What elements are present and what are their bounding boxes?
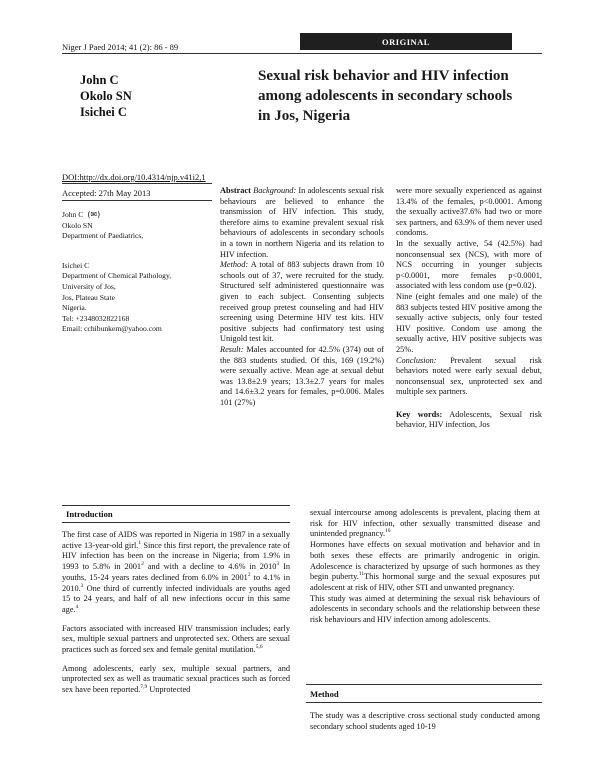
citation: 2 — [247, 572, 251, 579]
abstract-column-1 — [220, 186, 384, 408]
keywords-label: Key words: — [396, 409, 443, 419]
affiliation-phone: Tel: +2348032822168 — [62, 313, 130, 323]
citation: 1 — [138, 539, 142, 546]
abstract-paragraph: In the sexually active, 54 (42.5%) had nonconsensual sex (NCS), with more of NCS occurring in younger subjects p<0.0001, more females p<0.0001, associated with less condom use (p=0.02). — [396, 238, 542, 291]
affiliation-2 — [62, 261, 212, 335]
body-paragraph-3: This study was aimed at determining the sexual risk behaviours of adolescents in secondary schools and the relationship between these risk behaviours and HIV infection among adolescents. — [310, 593, 540, 625]
abstract-paragraph: Nine (eight females and one male) of the 883 subjects tested HIV positive among the sexually active subjects, only four tested HIV positive. Condom use among the sexually active, HIV positive subjects was 25%. — [396, 291, 542, 354]
intro-text: Among adolescents, early sex, multiple sexual partners, and unprotected sex as well as traumatic sexual practices such as forced sex have been reported. — [62, 663, 290, 695]
method-rule-top — [306, 684, 542, 685]
citation: 7,9 — [140, 684, 148, 691]
author-list — [80, 72, 132, 120]
intro-rule-bottom — [62, 522, 290, 523]
citation: 2 — [141, 561, 144, 568]
intro-text: and with a decline to 4.6% in 2010 — [143, 562, 277, 572]
body-column-right — [310, 508, 540, 634]
introduction-column — [62, 530, 290, 704]
affiliation-line: Okolo SN — [62, 220, 93, 230]
envelope-icon[interactable]: (✉) — [87, 210, 101, 219]
citation: 3 — [276, 561, 280, 568]
body-paragraph-2 — [310, 540, 540, 594]
intro-paragraph-1 — [62, 530, 290, 616]
result-text: Males accounted for 42.5% (374) out of the 883 students studied. Of this, 169 (19.2%) were sexually active. Mean age at sexual debut was 13.8±2.9 years; 13.3±2.7 years for males and 14.6±3.2 years for females, p=0.006. Males 101 (27%) — [220, 344, 384, 407]
affiliation-line: John C — [62, 210, 84, 219]
accepted-date: Accepted: 27th May 2013 — [62, 188, 151, 198]
body-text: Hormones have effects on sexual motivation and behavior and in both sexes these effects are primarily androgenic in origin. Adolescence is characterized by upsurge of such hormones as they begin puberty. — [310, 540, 540, 582]
method-paragraph: The study was a descriptive cross sectional study conducted among secondary school students aged 10-19 — [310, 711, 540, 731]
method-label: Method: — [220, 260, 249, 270]
body-paragraph-1 — [310, 508, 540, 540]
affiliation-line: Jos, Plateau State — [62, 292, 115, 302]
body-text: sexual intercourse among adolescents is prevalent, placing them at risk for HIV infection, other sexually transmitted disease and unintended pregnancy. — [310, 508, 540, 539]
keywords-text: Adolescents, Sexual risk behavior, HIV infection, Jos — [396, 409, 542, 430]
article-type-badge: ORIGINAL — [300, 33, 512, 50]
intro-text: Factors associated with increased HIV transmission includes; early sex, multiple sexual partners and unprotected sex. Others are sexual practices such as forced sex and female genital mutilation. — [62, 623, 290, 655]
doi-rule — [62, 183, 212, 184]
author-name: John C — [80, 73, 119, 87]
background-label: Background: — [253, 186, 297, 195]
journal-reference: Niger J Paed 2014; 41 (2): 86 - 89 — [62, 42, 179, 52]
author-name: Okolo SN — [80, 89, 132, 103]
affiliation-line: Nigeria. — [62, 303, 87, 313]
intro-text: Unprotected — [147, 685, 191, 695]
affiliation-line: Department of Chemical Pathology, — [62, 271, 172, 281]
intro-text: The first case of AIDS was reported in Nigeria in 1987 in a sexually active 13-year-old girl. — [62, 530, 290, 550]
citation: 11 — [358, 571, 365, 578]
abstract-paragraph: were more sexually experienced as against 13.4% of the females, p<0.0001. Among the sexually active37.6% had two or more sex partners, and 63.9% of them never used condoms. — [396, 186, 542, 238]
intro-text: to 4.1% in 2010. — [62, 572, 290, 593]
keywords — [396, 410, 542, 431]
body-text: This hormonal surge and the sexual exposures put adolescent at risk of HIV, other STI and unwanted pregnancy. — [310, 572, 541, 592]
citation: 3 — [80, 582, 84, 589]
accepted-rule — [62, 200, 212, 201]
author-name: Isichei C — [80, 105, 127, 119]
method-text: A total of 883 subjects drawn from 10 schools out of 37, were recruited for the study. Structured self administered questionnaire was given to each subject. Consenting subjects received group pretest counseling and had HIV screening using Determine HIV test kits. HIV positive subjects had confirmatory test using Unigold test kit. — [220, 260, 385, 344]
intro-paragraph-2 — [62, 624, 290, 656]
citation: 5,6 — [255, 644, 263, 651]
conclusion-label: Conclusion: — [396, 355, 437, 365]
doi-link[interactable]: DOI:http://dx.doi.org/10.4314/njp.v41i2,1 — [62, 172, 206, 182]
affiliation-email[interactable]: Email: cchibunkem@yahoo.com — [62, 324, 162, 334]
intro-paragraph-3 — [62, 664, 290, 696]
affiliation-1 — [62, 210, 212, 242]
affiliation-line: Isichei C — [62, 260, 90, 270]
intro-text: One third of currently infected individuals are youths aged 15 to 24 years, and half of all new infections occur in this same age. — [62, 583, 290, 614]
header-rule — [62, 53, 542, 54]
affiliation-line: Department of Paediatrics, — [62, 231, 144, 241]
citation: 4 — [75, 604, 79, 611]
abstract-label: Abstract — [220, 186, 251, 195]
conclusion-text: Prevalent sexual risk behaviors noted were early sexual debut, nonconsensual sex, unprotected sex and multiple sex partners. — [396, 355, 543, 397]
affiliations — [62, 210, 212, 342]
article-title: Sexual risk behavior and HIV infection among adolescents in secondary schools in Jos, Nigeria — [258, 68, 513, 124]
intro-text: In youths, 15-24 years rates declined from 6.0% in 2001 — [62, 562, 290, 582]
method-heading: Method — [310, 689, 339, 699]
introduction-heading: Introduction — [66, 509, 113, 519]
citation: 10 — [385, 528, 391, 535]
result-label: Result: — [220, 344, 244, 354]
intro-text: Since this first report, the prevalence rate of HIV infection has been on the increase in Nigeria; from 1.9% in 1993 to 5.8% in 2001 — [62, 540, 290, 572]
abstract-column-2 — [396, 186, 542, 431]
affiliation-line: University of Jos, — [62, 281, 116, 291]
intro-rule-top — [62, 505, 290, 506]
background-text: In adolescents sexual risk behaviours are believed to enhance the transmission of HIV infection. This study, therefore aims to examine prevalent sexual risk behaviours of adolescents in secondary schools in a town in northern Nigeria and its relation to HIV infection. — [220, 186, 384, 259]
method-rule-bottom — [306, 702, 542, 703]
